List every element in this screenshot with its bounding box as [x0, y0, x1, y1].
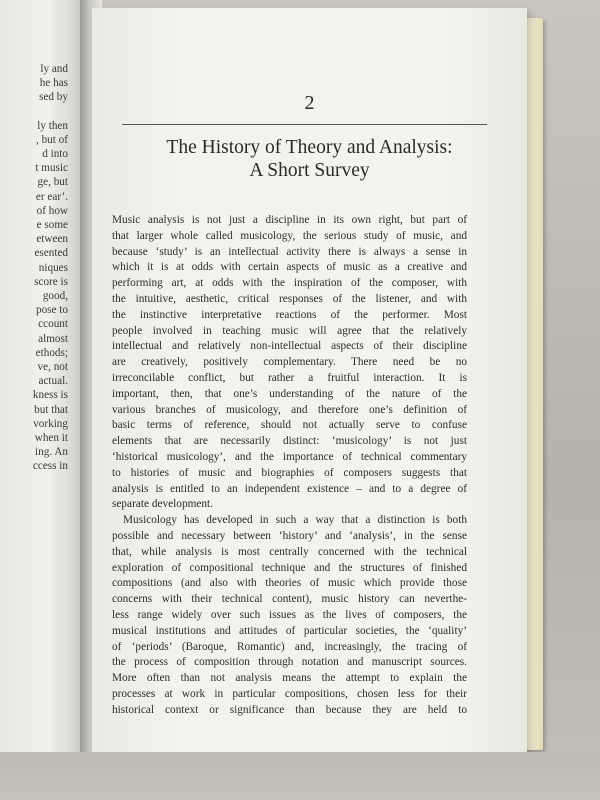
left-page-line: ccount — [38, 318, 68, 331]
left-page-line: of how — [36, 204, 68, 217]
left-page-line: t music — [35, 162, 68, 175]
body-line: that, while analysis is most centrally concerned with the technical — [112, 545, 467, 558]
body-line: which it is at odds with certain aspects of music as a creative and — [112, 261, 467, 274]
body-line: performing art, at odds with the inspiration of the composer, with — [112, 277, 467, 290]
body-line: elements that are necessarily distinct: ‘musicology’ is not just — [112, 435, 467, 448]
left-page-line: ing. An — [35, 446, 68, 459]
body-line: exploration of compositional technique and the structures of finished — [112, 561, 467, 574]
right-page — [92, 8, 527, 754]
body-line: people involved in teaching music will agree that the relatively — [112, 324, 467, 337]
left-page-line: pose to — [35, 304, 68, 317]
chapter-title-line-2: A Short Survey — [249, 160, 370, 181]
body-line: processes at work in particular compositions, chosen less for their — [112, 687, 467, 700]
body-line: intellectual and relatively non-intellectual aspects of their discipline — [112, 340, 467, 353]
left-page-line: when it — [34, 432, 68, 445]
body-line: that larger whole called musicology, the serious study of music, and — [112, 229, 467, 242]
body-line: less range widely over such issues as the lives of composers, the — [112, 608, 467, 621]
left-page-line: niques — [38, 261, 68, 274]
left-page-line: sed by — [39, 91, 68, 104]
body-line: ‘historical musicology’, and the importance of technical commentary — [112, 450, 467, 463]
chapter-rule — [122, 124, 487, 125]
body-line: basic terms of reference, should not actually serve to confuse — [112, 419, 467, 432]
left-page-line: ethods; — [35, 346, 68, 359]
body-line: to histories of music and biographies of composers suggests that — [112, 466, 467, 479]
left-page-line: vorking — [33, 417, 68, 430]
left-page-text — [0, 62, 68, 474]
body-line: historical context or significance than because they are held to — [112, 703, 467, 716]
left-page-line: almost — [38, 332, 68, 345]
body-line: More often than not analysis means the attempt to explain the — [112, 672, 467, 685]
body-line: concerns with their technical content), music history can neverthe- — [112, 593, 467, 606]
left-page-line: d into — [42, 148, 68, 161]
left-page-line: but that — [34, 403, 68, 416]
body-line: of ‘periods’ (Baroque, Romantic) and, increasingly, the tracing of — [112, 640, 467, 653]
left-page-line: score is — [34, 275, 68, 288]
left-page-line: er ear’. — [35, 190, 68, 203]
body-line: analysis is entitled to an independent existence – and to a degree of — [112, 482, 467, 495]
body-line: the instinctive interpretative reactions of the performer. Most — [112, 308, 467, 321]
left-page-line: esented — [34, 247, 68, 260]
body-line: are creatively, positively complementary. There need be no — [112, 356, 467, 369]
body-line: separate development. — [112, 498, 213, 511]
body-line: Musicology has developed in such a way that a distinction is both — [123, 514, 467, 527]
left-page-line: e some — [36, 219, 68, 232]
chapter-title-line-1: The History of Theory and Analysis: — [166, 137, 453, 158]
body-line: possible and necessary between ‘history’ and ‘analysis’, in the sense — [112, 529, 467, 542]
left-page-line: ly then — [37, 119, 68, 132]
body-text — [112, 213, 467, 719]
left-page-line: good, — [42, 290, 68, 303]
body-line: various branches of musicology, and therefore one’s definition of — [112, 403, 467, 416]
left-page-line: etween — [36, 233, 68, 246]
body-line: irreconcilable conflict, but rather a fruitful interaction. It is — [112, 371, 467, 384]
body-line: Music analysis is not just a discipline in its own right, but part of — [112, 214, 467, 226]
left-page-line: ly and — [40, 63, 68, 75]
left-page-gap — [0, 105, 68, 119]
body-line: because ‘study’ is an intellectual activity there is always a sense in — [112, 245, 467, 258]
left-page-line: ccess in — [32, 460, 68, 473]
left-page-line: ve, not — [37, 361, 68, 374]
left-page-line: , but of — [35, 133, 68, 146]
body-line: musical institutions and attitudes of particular societies, the ‘quality’ — [112, 624, 467, 637]
left-page-line: kness is — [32, 389, 68, 402]
left-page-line: he has — [39, 77, 68, 90]
body-line: the process of composition through notation and manuscript sources. — [112, 656, 467, 669]
body-line: the intuitive, aesthetic, critical responses of the listener, and with — [112, 292, 467, 305]
body-line: compositions (and also with theories of music which provide those — [112, 577, 467, 590]
chapter-title — [92, 136, 527, 182]
left-page-line: actual. — [38, 375, 68, 388]
table-surface — [0, 752, 600, 800]
chapter-number: 2 — [304, 92, 315, 114]
body-line: important, then, that one’s understanding of the nature of the — [112, 387, 467, 400]
left-page-line: ge, but — [37, 176, 68, 189]
left-page — [0, 0, 86, 760]
